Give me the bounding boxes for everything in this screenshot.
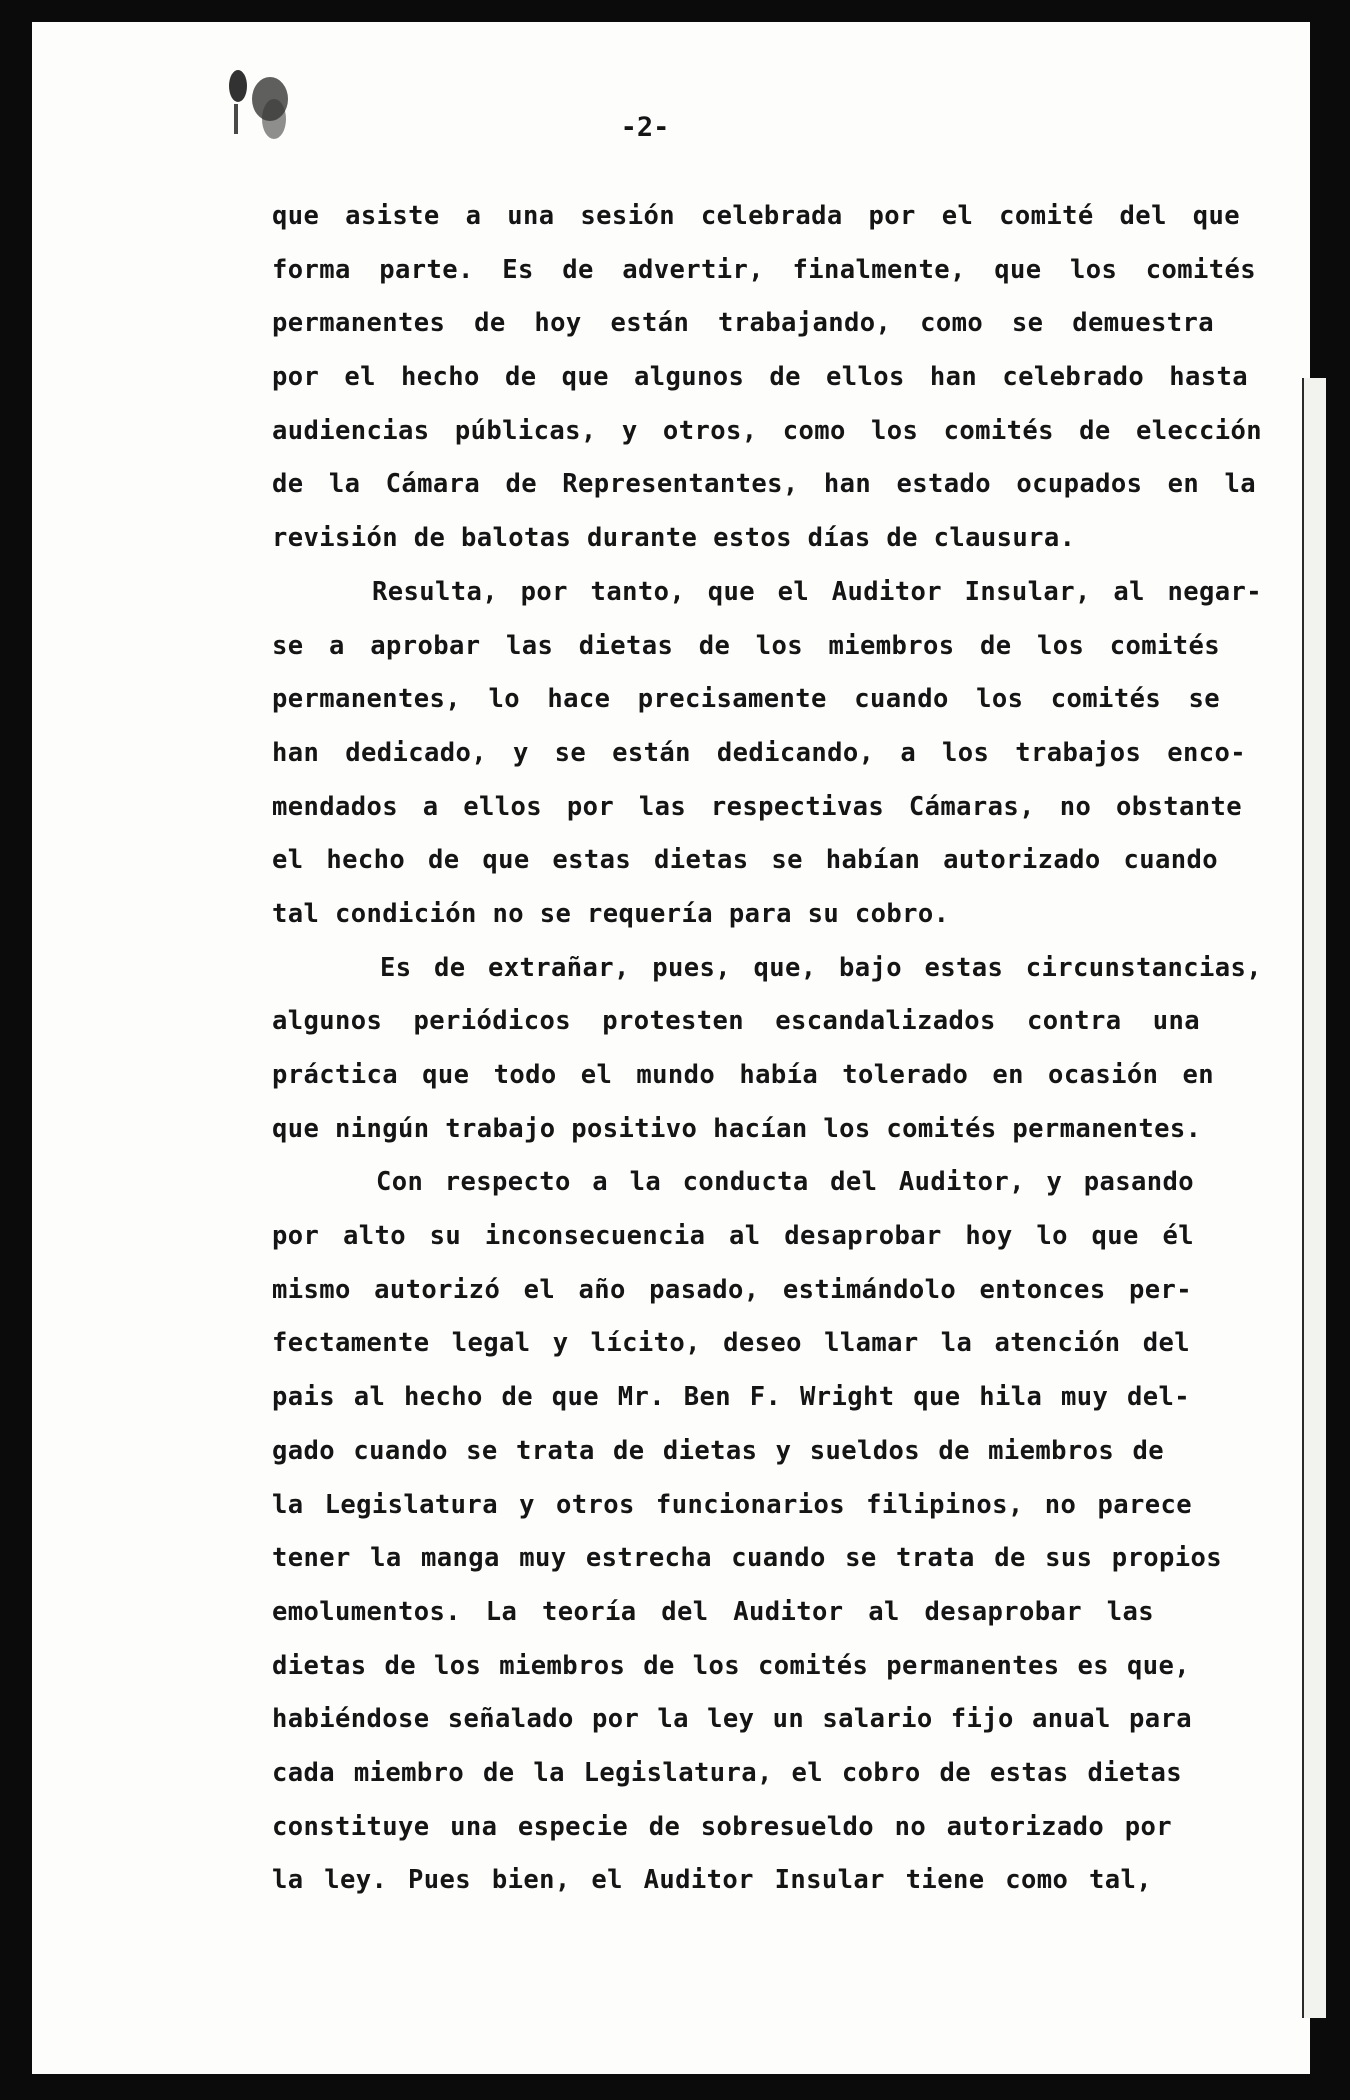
text-line: permanentes, lo hace precisamente cuando los comités se	[272, 684, 1220, 715]
text-line: habiéndose señalado por la ley un salario fijo anual para	[272, 1704, 1192, 1735]
text-line: forma parte. Es de advertir, finalmente, que los comités	[272, 254, 1256, 285]
text-line: cada miembro de la Legislatura, el cobro de estas dietas	[272, 1757, 1182, 1788]
text-line: pais al hecho de que Mr. Ben F. Wright que hila muy del-	[272, 1382, 1190, 1413]
text-line: han dedicado, y se están dedicando, a los trabajos enco-	[272, 737, 1246, 768]
page-number: -2-	[620, 112, 670, 143]
text-line: emolumentos. La teoría del Auditor al desaprobar las	[272, 1596, 1154, 1627]
text-line: constituye una especie de sobresueldo no autorizado por	[272, 1811, 1172, 1842]
text-line: que asiste a una sesión celebrada por el comité del que	[272, 201, 1240, 231]
text-line: se a aprobar las dietas de los miembros de los comités	[272, 630, 1220, 661]
text-line: revisión de balotas durante estos días de clausura.	[272, 523, 1076, 554]
text-line: Es de extrañar, pues, que, bajo estas circunstancias,	[380, 952, 1262, 983]
ink-smudge-mark	[222, 64, 302, 159]
text-line: mismo autorizó el año pasado, estimándolo entonces per-	[272, 1274, 1192, 1305]
text-line: algunos periódicos protesten escandalizados contra una	[272, 1006, 1200, 1037]
text-line: audiencias públicas, y otros, como los comités de elección	[272, 415, 1262, 446]
text-line: práctica que todo el mundo había tolerado en ocasión en	[272, 1060, 1214, 1090]
text-line: el hecho de que estas dietas se habían autorizado cuando	[272, 845, 1218, 876]
text-line: permanentes de hoy están trabajando, como se demuestra	[272, 308, 1214, 339]
text-line: Con respecto a la conducta del Auditor, y pasando	[376, 1167, 1194, 1198]
text-line: la Legislatura y otros funcionarios filipinos, no parece	[272, 1489, 1192, 1520]
text-line: dietas de los miembros de los comités permanentes es que,	[272, 1650, 1190, 1681]
text-line: tener la manga muy estrecha cuando se trata de sus propios	[272, 1543, 1222, 1574]
text-line: tal condición no se requería para su cobro.	[272, 898, 950, 929]
text-line: que ningún trabajo positivo hacían los comités permanentes.	[272, 1113, 1202, 1144]
body-text	[272, 190, 1262, 1908]
attached-page-edge	[1302, 378, 1326, 2018]
text-line: por el hecho de que algunos de ellos han celebrado hasta	[272, 362, 1248, 393]
text-line: gado cuando se trata de dietas y sueldos de miembros de	[272, 1435, 1164, 1466]
text-line: la ley. Pues bien, el Auditor Insular tiene como tal,	[272, 1865, 1152, 1896]
text-line: de la Cámara de Representantes, han estado ocupados en la	[272, 469, 1256, 500]
text-line: Resulta, por tanto, que el Auditor Insular, al negar-	[372, 576, 1262, 607]
text-line: por alto su inconsecuencia al desaprobar hoy lo que él	[272, 1221, 1194, 1252]
text-line: mendados a ellos por las respectivas Cámaras, no obstante	[272, 791, 1242, 822]
text-line: fectamente legal y lícito, deseo llamar la atención del	[272, 1328, 1190, 1359]
